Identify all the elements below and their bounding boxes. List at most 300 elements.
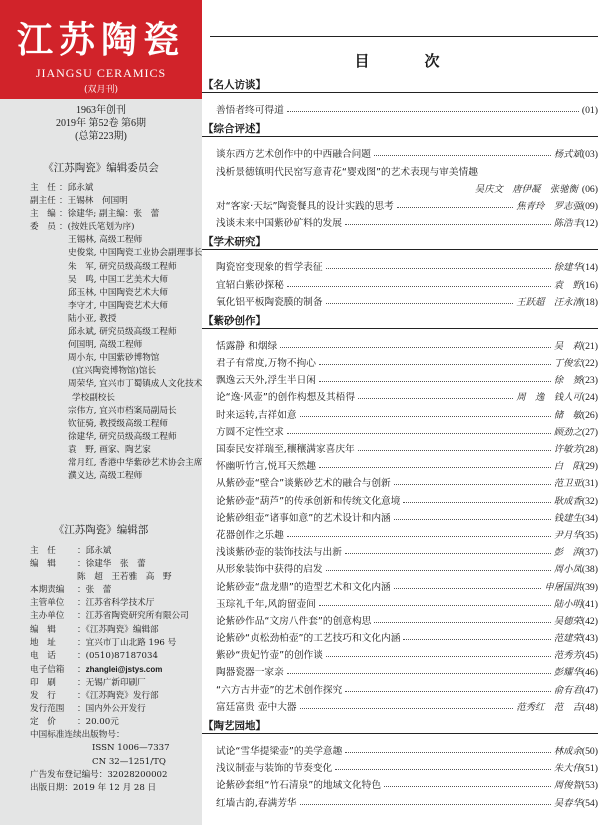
editorial-row [30,558,200,571]
dot-leader [374,155,551,156]
dot-leader [287,286,551,287]
article-title: 富廷富贵 壶中大器 [216,701,297,713]
article-title: 试论“雪华提梁壶”的美学意趣 [216,746,343,757]
article-author: 王跃超 汪永清 [516,296,582,308]
editorial-role: 发行范围 [30,704,65,715]
article-author: 许敏芳 [553,444,582,455]
committee-row [30,457,203,470]
editorial-list [30,545,200,795]
member-name: 史俊棠, 中国陶瓷工业协会副理事长 [68,248,203,259]
committee-heading: 《江苏陶瓷》编辑委员会 [43,162,159,174]
page-number: (06) [581,183,598,195]
article-author: 范秀芳 [553,650,582,662]
editorial-colon: ： [77,677,86,688]
toc-entry [202,99,598,116]
editorial-value: 江苏省科学技术厅 [85,598,155,609]
toc-entry [202,335,598,352]
article-title: 玉琮礼千年,风韵留壶间 [216,598,316,610]
page-number: (42) [581,615,598,627]
dot-leader [287,433,551,434]
dot-leader [394,519,551,520]
masthead [0,0,202,99]
toc-title: 目 次 [354,52,460,70]
page-number: (27) [581,426,598,438]
committee-row [30,378,203,391]
article-title: 红墙古韵,春满芳华 [216,797,297,809]
article-title: 浅谈紫砂壶的装饰技法与出新 [216,547,342,559]
article-author: 徐建华 [553,262,582,274]
dot-leader [358,450,551,451]
editorial-row [30,545,200,558]
committee-row [30,365,198,378]
article-author: 陆小明 [553,598,582,610]
article-title: 论紫砂壶“葫芦”的传承创新和传统文化意境 [216,495,401,507]
article-title: 紫砂“贵妃竹壶”的创作谈 [216,650,323,662]
committee-row [30,287,198,300]
page-number: (31) [581,478,598,490]
committee-row [30,418,198,431]
editorial-value: 宜兴市丁山北路 196 号 [85,637,177,648]
article-title: 浅谈未来中国紫砂矿料的发展 [216,218,342,230]
masthead-column [0,0,202,825]
dot-leader [374,622,550,623]
page-number: (37) [581,547,598,559]
member-role: 主 编 [30,209,56,220]
dot-leader [403,639,550,640]
article-title: 方圆不定性空求 [216,426,284,438]
editorial-role: 编 辑 [30,624,56,635]
committee-row [30,261,198,274]
editorial-colon: ： [77,704,86,715]
committee-row [30,352,198,365]
page-number: (18) [581,296,598,308]
editorial-role: 电子信箱 [30,664,65,675]
member-name: (宜兴陶瓷博物馆)馆长 [72,366,157,377]
committee-row [30,444,198,457]
editorial-value: 《江苏陶瓷》发行部 [85,691,159,702]
article-author: 彭 湃 [553,547,582,559]
committee-row [30,431,198,444]
founded-year: 1963年创刊 [76,105,126,116]
editorial-value: ISSN 1006—7337 [92,743,170,754]
article-author: 钱建生 [553,512,582,524]
article-title: 善悟者终可得道 [216,105,284,117]
total-issue: (总第223期) [75,131,127,142]
member-name: 钦征骑, 教授级高级工程师 [68,418,168,429]
article-author: 朱大伟 [553,763,582,775]
article-title: 浅析景德镇明代民窑写意青花“婴戏图”的艺术表现与审美情趣 [216,166,478,178]
frequency-label: (双月刊) [83,85,119,95]
page-number: (12) [581,218,598,230]
article-title: 论“逸·风壶”的创作构想及其梧得 [216,392,356,404]
article-author: 储 敏 [553,409,582,421]
page-number: (21) [581,340,598,352]
toc-entry [202,403,598,420]
toc-entry [202,273,598,290]
dot-leader [287,673,551,674]
editorial-heading: 《江苏陶瓷》编辑部 [53,524,149,536]
page-number: (43) [581,633,598,645]
article-title: “六方古井壶”的艺术创作探究 [216,684,343,696]
article-author: 林成余 [553,746,582,757]
article-author: 吴德荣 [553,615,582,627]
page-number: (51) [581,763,598,775]
page-number: (01) [581,105,598,117]
editorial-row [30,769,200,782]
article-title: 论紫砂“贞松劲柏壶”的工艺技巧和文化内涵 [216,633,401,645]
dot-leader [345,752,550,753]
dot-leader [358,398,513,399]
article-title: 恬露静 和烟绿 [216,340,278,352]
committee-row [30,339,198,352]
editorial-colon: ： [77,585,86,596]
page-number: (09) [581,200,598,212]
member-name: 邱永斌 [67,183,94,193]
volume-issue: 2019年 第52卷 第6期 [56,118,146,129]
editorial-role: 主管单位 [30,598,65,609]
toc-entry [202,696,598,713]
article-author: 吴庆文 唐伊凝 张驰衡 [474,183,578,195]
member-name: 吴 鸣, 中国工艺美术大师 [68,274,168,285]
dot-leader [384,786,551,787]
editorial-value: 邱永斌 [85,546,112,556]
editorial-row [30,663,200,677]
member-name: 何国明, 高级工程师 [68,340,143,351]
editorial-value: 张 蕾 [85,585,112,596]
editorial-role: 主 任 [30,546,56,556]
page-number: (23) [581,375,598,387]
toc-entry [202,160,598,177]
dot-leader [345,691,550,692]
editorial-role: 地 址 [30,637,56,648]
toc-entry [202,212,598,229]
page-number: (16) [581,279,598,291]
dot-leader [326,570,551,571]
page-number: (46) [581,667,598,679]
editorial-row [30,584,200,597]
article-author: 焦青玲 罗志强 [516,200,582,212]
dot-leader [319,467,551,468]
article-title: 论紫砂壶“盘龙鼎”的造型艺术和文化内涵 [216,581,391,593]
editorial-row [30,703,200,716]
editorial-row [30,637,200,650]
article-title: 时来运转,吉祥如意 [216,409,297,421]
editorial-row [30,624,200,637]
toc-entry [202,421,598,438]
section-heading: 【学术研究】 [202,235,598,250]
toc-entry [202,178,598,195]
toc-entry [202,791,598,808]
article-author: 尹月华 [553,529,582,541]
member-name: 邱永斌, 研究员级高级工程师 [68,327,177,338]
dot-leader [319,364,551,365]
page-number: (45) [581,650,598,662]
toc-entry [202,507,598,524]
member-colon: ： [59,222,68,233]
page-number: (48) [581,701,598,713]
toc-entry [202,524,598,541]
member-name: 徐建华; 副主编：张 蕾 [67,209,160,220]
page-number: (50) [581,746,598,757]
dot-leader [326,268,551,269]
toc-entry [202,575,598,592]
dot-leader [403,502,550,503]
page-number: (38) [581,564,598,576]
editorial-row [30,690,200,703]
editorial-value: 徐建华 张 蕾 [85,559,146,570]
toc-entry [202,195,598,212]
member-name: 宗伟方, 宜兴市档案局副局长 [68,405,177,416]
editorial-value: 无锡广新印刷厂 [85,677,146,688]
editorial-value: CN 32—1251/TQ [92,756,166,767]
committee-list [30,182,203,483]
editorial-colon: ： [77,637,86,648]
dot-leader [326,656,551,657]
page-number: (24) [581,392,598,404]
article-author: 袁 野 [553,279,582,291]
article-title: 怀幽听竹言,悦耳天然趣 [216,461,316,473]
article-author: 吴春华 [553,797,582,809]
article-title: 论紫砂作品“文房八件套”的创意构思 [216,615,372,627]
member-name: 王锡林, 高级工程师 [68,235,143,246]
editorial-value: (0510)87187034 [85,650,158,661]
committee-row [30,470,198,483]
editorial-colon: ： [77,598,86,609]
member-colon: ： [59,183,68,193]
member-role: 副主任 [30,196,56,207]
dot-leader [287,111,579,112]
journal-title-cn: 江苏陶瓷 [16,19,185,61]
toc-entry [202,143,598,160]
editorial-colon: ： [77,624,86,635]
editorial-role: 发 行 [30,691,56,702]
member-name: 邱玉林, 中国陶瓷艺术大师 [68,287,168,298]
editorial-row [30,650,200,663]
article-title: 论紫砂套组“竹石清泉”的地域文化特色 [216,780,382,792]
committee-row [30,274,198,287]
article-title: 飘逸云天外,浮生半日闲 [216,375,316,387]
member-name: 王锡林 何国明 [67,196,128,207]
member-name: 濮义达, 高级工程师 [68,471,143,482]
toc-entry [202,438,598,455]
article-title: 陶瓷窑变现象的哲学表征 [216,262,323,274]
page-number: (26) [581,409,598,421]
toc-entry [202,757,598,774]
editorial-role: 主办单位 [30,611,65,622]
editorial-row [30,597,200,610]
toc-entry [202,291,598,308]
article-title: 氧化铝平板陶瓷膜的制备 [216,296,323,308]
committee-row [30,195,198,208]
dot-leader [345,553,551,554]
dot-leader [319,381,551,382]
editorial-value: 国内外公开发行 [85,704,146,715]
page-number: (03) [581,149,598,161]
page-number: (41) [581,598,598,610]
editorial-value: 出版日期：2019 年 12 月 28 日 [30,782,157,793]
article-author: 吴 莉 [553,340,582,352]
committee-row [30,300,198,313]
dot-leader [345,224,551,225]
article-title: 从紫砂壶“壁合”谈紫砂艺术的融合与创新 [216,478,391,490]
member-role: 主 任 [30,183,56,193]
page-number: (34) [581,512,598,524]
article-author: 丁俊宏 [553,358,582,370]
contents-column [202,0,612,825]
member-colon: ： [59,196,68,207]
toc-entry [202,610,598,627]
toc-entry [202,661,598,678]
section-heading: 【陶艺园地】 [202,719,598,734]
article-title: 君子有常度,万物不拘心 [216,358,316,370]
dot-leader [300,416,551,417]
editorial-row [30,756,200,769]
article-author: 范卫亚 [553,478,582,490]
page-number: (22) [581,358,598,370]
dot-leader [300,804,551,805]
editorial-role: 印 刷 [30,677,56,688]
editorial-colon: ： [77,611,86,622]
committee-row [30,182,198,195]
member-name: 陆小亚, 教授 [68,313,117,324]
page-number: (54) [581,797,598,809]
article-author: 申屠国洪 [544,581,582,593]
article-title: 花器创作之乐趣 [216,529,284,541]
editorial-colon: ： [77,664,86,675]
article-author: 杨式斌 [553,149,582,161]
toc-entry [202,740,598,757]
member-name: 徐建华, 研究员级高级工程师 [68,431,177,442]
article-title: 陶器瓷器一家亲 [216,667,284,679]
committee-row [30,234,198,247]
toc-entry [202,593,598,610]
article-author: 周俊智 [553,780,582,792]
dot-leader [326,303,514,304]
dot-leader [287,536,551,537]
editorial-row [30,716,200,729]
member-name: 学校副校长 [72,392,115,403]
member-role: 委 员 [30,222,56,233]
member-name: 周荣华, 宜兴市丁蜀镇成人文化技术 [68,379,203,390]
dot-leader [397,207,513,208]
editorial-value: 广告发布登记编号：32028200002 [30,769,168,780]
toc-entry [202,472,598,489]
article-author: 徐 赟 [553,375,582,387]
member-name: 李守才, 中国陶瓷艺术大师 [68,300,168,311]
member-name: 周小东, 中国紫砂博物馆 [68,353,160,364]
toc-entry [202,627,598,644]
editorial-row [30,782,200,795]
article-title: 从形象装饰中获得的启发 [216,564,323,576]
dot-leader [335,769,550,770]
article-author: 顾劲之 [553,426,582,438]
committee-row [30,247,203,260]
editorial-colon: ： [77,717,86,728]
page-number: (35) [581,529,598,541]
article-title: 对“客家·天坛”陶瓷餐具的设计实践的思考 [216,200,394,212]
toc-entry [202,774,598,791]
page-number: (14) [581,262,598,274]
toc-entry [202,489,598,506]
issue-info [0,104,202,143]
editorial-row [30,742,200,755]
toc-entry [202,256,598,273]
top-rule [210,36,598,37]
editorial-value: 《江苏陶瓷》编辑部 [85,624,159,635]
article-title: 国泰民安祥瑞至,穰穰满家喜庆年 [216,444,355,455]
toc-entry [202,678,598,695]
committee-row [30,405,198,418]
editorial-row [30,571,200,584]
editorial-value: 陈 超 王若雅 高 野 [77,572,172,583]
committee-row [30,326,198,339]
section-heading: 【名人访谈】 [202,78,598,93]
dot-leader [280,347,551,348]
dot-leader [319,605,551,606]
article-title: 宜轺白紫砂探秘 [216,279,284,291]
article-author: 俞有君 [553,684,582,696]
editorial-role: 本期责编 [30,585,65,596]
editorial-row [30,610,200,623]
article-author: 白 阳 [553,461,582,473]
toc-entry [202,352,598,369]
toc-entry [202,386,598,403]
page-number: (53) [581,780,598,792]
article-author: 周 逸 钱人可 [516,392,582,404]
toc-entry [202,541,598,558]
article-author: 陈浩丰 [553,218,582,230]
editorial-role: 电 话 [30,650,56,661]
toc-entry [202,558,598,575]
editorial-colon: ： [77,650,86,661]
page-number: (39) [581,581,598,593]
committee-row [30,392,198,405]
toc-entry [202,369,598,386]
editorial-row [30,729,200,742]
member-name: 朱 军, 研究员级高级工程师 [68,261,177,272]
section-heading: 【综合评述】 [202,122,598,137]
article-author: 周小凤 [553,564,582,576]
article-author: 耿成香 [553,495,582,507]
member-colon: ： [59,209,68,220]
article-author: 彭耀华 [553,667,582,679]
editorial-value: 20.00元 [85,717,119,728]
editorial-value: 中国标准连续出版物号： [30,730,125,741]
member-name: 常月红, 香港中华紫砂艺术协会主席 [68,457,203,468]
toc-entry [202,644,598,661]
dot-leader [394,484,551,485]
committee-row [30,313,198,326]
article-title: 浅议制壶与装饰的节奏变化 [216,763,333,775]
member-name: 袁 野, 画家、陶艺家 [68,444,151,455]
editorial-colon: ： [77,546,86,556]
dot-leader [394,588,542,589]
page-number: (29) [581,461,598,473]
editorial-row [30,677,200,690]
article-author: 范秀红 范 吉 [516,701,582,713]
page-number: (28) [581,444,598,455]
editorial-role: 定 价 [30,717,56,728]
article-title: 谈东西方艺术创作中的中西融合问题 [216,149,371,161]
article-author: 范建荣 [553,633,582,645]
editorial-role: 编 辑 [30,559,56,570]
section-heading: 【紫砂创作】 [202,314,598,329]
editorial-value: 江苏省陶瓷研究所有限公司 [85,611,189,622]
editorial-colon: ： [77,559,86,570]
page-number: (32) [581,495,598,507]
committee-row [30,221,198,234]
committee-row [30,208,198,221]
